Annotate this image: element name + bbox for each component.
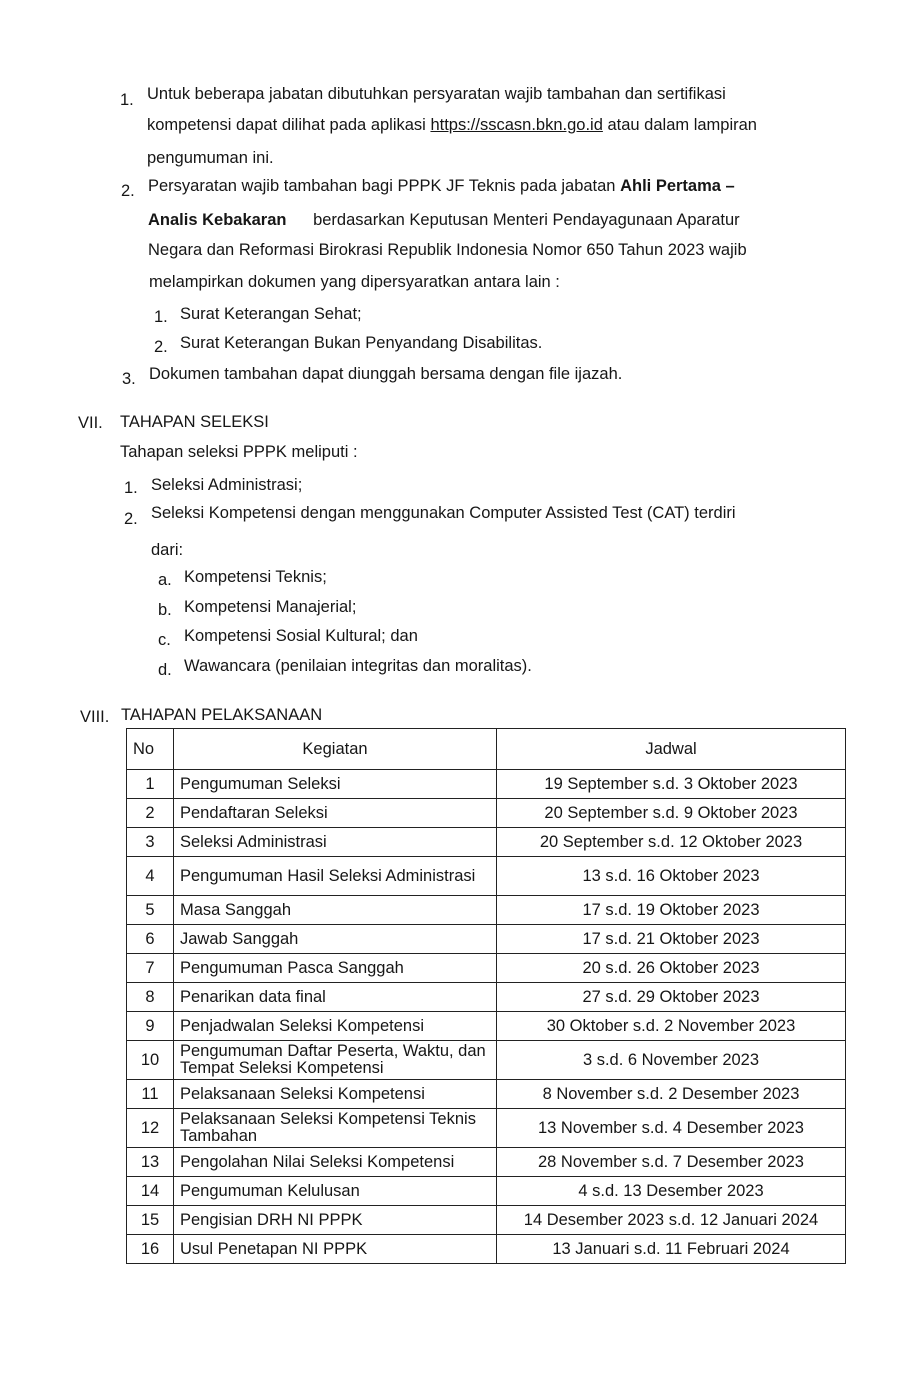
- job-title-bold-1: Ahli Pertama –: [620, 177, 735, 195]
- header-kegiatan: Kegiatan: [174, 729, 497, 770]
- table-row: [127, 1148, 846, 1177]
- cell-kegiatan: Jawab Sanggah: [174, 925, 497, 954]
- vii-sub-a-letter: a.: [158, 571, 172, 589]
- cell-kegiatan: Masa Sanggah: [174, 896, 497, 925]
- schedule-table: [126, 728, 846, 1264]
- table-row: [127, 770, 846, 799]
- section-vii-title: TAHAPAN SELEKSI: [120, 413, 269, 431]
- table-row: [127, 896, 846, 925]
- item-1-number: 1.: [120, 91, 134, 109]
- cell-kegiatan: Pengumuman Daftar Peserta, Waktu, dan Tempat Seleksi Kompetensi: [174, 1041, 497, 1080]
- cell-no: 14: [127, 1177, 174, 1206]
- vii-sub-b-letter: b.: [158, 601, 172, 619]
- vii-sub-c-text: Kompetensi Sosial Kultural; dan: [184, 627, 418, 645]
- cell-jadwal: 20 s.d. 26 Oktober 2023: [497, 954, 846, 983]
- section-viii-title: TAHAPAN PELAKSANAAN: [121, 706, 323, 724]
- cell-no: 16: [127, 1235, 174, 1264]
- header-jadwal: Jadwal: [497, 729, 846, 770]
- cell-kegiatan: Pengisian DRH NI PPPK: [174, 1206, 497, 1235]
- sscasn-link[interactable]: https://sscasn.bkn.go.id: [430, 116, 603, 134]
- cell-jadwal: 13 November s.d. 4 Desember 2023: [497, 1109, 846, 1148]
- item-3-number: 3.: [122, 370, 136, 388]
- cell-no: 12: [127, 1109, 174, 1148]
- cell-no: 4: [127, 857, 174, 896]
- cell-no: 10: [127, 1041, 174, 1080]
- cell-jadwal: 17 s.d. 19 Oktober 2023: [497, 896, 846, 925]
- table-row: [127, 1206, 846, 1235]
- cell-jadwal: 8 November s.d. 2 Desember 2023: [497, 1080, 846, 1109]
- cell-jadwal: 20 September s.d. 12 Oktober 2023: [497, 828, 846, 857]
- item-3-text: Dokumen tambahan dapat diunggah bersama dengan file ijazah.: [149, 365, 623, 383]
- table-row: [127, 857, 846, 896]
- section-vii-numeral: VII.: [78, 414, 103, 432]
- cell-kegiatan: Pengolahan Nilai Seleksi Kompetensi: [174, 1148, 497, 1177]
- table-row: [127, 925, 846, 954]
- item-1-line-2: [147, 115, 757, 135]
- item-2-sub-1-number: 1.: [154, 308, 168, 326]
- item-2-line-2: [148, 210, 813, 230]
- table-row: [127, 1177, 846, 1206]
- table-row: [127, 799, 846, 828]
- item-2-line-1: [148, 176, 735, 196]
- cell-jadwal: 13 s.d. 16 Oktober 2023: [497, 857, 846, 896]
- item-2-line-3: Negara dan Reformasi Birokrasi Republik Indonesia Nomor 650 Tahun 2023 wajib: [148, 241, 747, 259]
- cell-kegiatan: Pelaksanaan Seleksi Kompetensi: [174, 1080, 497, 1109]
- table-row: [127, 1012, 846, 1041]
- cell-jadwal: 3 s.d. 6 November 2023: [497, 1041, 846, 1080]
- item-1-line-1-text: Untuk beberapa jabatan dibutuhkan persyaratan wajib tambahan dan sertifikasi: [147, 85, 726, 103]
- table-row: [127, 1041, 846, 1080]
- table-header-row: [127, 729, 846, 770]
- cell-kegiatan: Pengumuman Pasca Sanggah: [174, 954, 497, 983]
- item-2-sub-2-number: 2.: [154, 338, 168, 356]
- vii-sub-d-text: Wawancara (penilaian integritas dan moralitas).: [184, 657, 532, 675]
- item-2-sub-1-text: Surat Keterangan Sehat;: [180, 305, 362, 323]
- cell-jadwal: 27 s.d. 29 Oktober 2023: [497, 983, 846, 1012]
- cell-no: 15: [127, 1206, 174, 1235]
- cell-no: 8: [127, 983, 174, 1012]
- vii-sub-a-text: Kompetensi Teknis;: [184, 568, 327, 586]
- cell-no: 13: [127, 1148, 174, 1177]
- cell-kegiatan: Pelaksanaan Seleksi Kompetensi Teknis Tambahan: [174, 1109, 497, 1148]
- cell-kegiatan: Penjadwalan Seleksi Kompetensi: [174, 1012, 497, 1041]
- cell-no: 7: [127, 954, 174, 983]
- table-row: [127, 1080, 846, 1109]
- section-vii-intro: Tahapan seleksi PPPK meliputi :: [120, 443, 358, 461]
- table-row: [127, 1235, 846, 1264]
- vii-sub-c-letter: c.: [158, 631, 171, 649]
- table-row: [127, 1109, 846, 1148]
- cell-no: 6: [127, 925, 174, 954]
- item-1-line-2-after: atau dalam lampiran: [607, 116, 757, 134]
- item-2-number: 2.: [121, 182, 135, 200]
- cell-jadwal: 4 s.d. 13 Desember 2023: [497, 1177, 846, 1206]
- cell-jadwal: 20 September s.d. 9 Oktober 2023: [497, 799, 846, 828]
- table-row: [127, 828, 846, 857]
- cell-kegiatan: Pengumuman Kelulusan: [174, 1177, 497, 1206]
- cell-jadwal: 30 Oktober s.d. 2 November 2023: [497, 1012, 846, 1041]
- vii-item-2-line-2: dari:: [151, 541, 184, 559]
- cell-jadwal: 19 September s.d. 3 Oktober 2023: [497, 770, 846, 799]
- item-2-line-4: melampirkan dokumen yang dipersyaratkan antara lain :: [149, 273, 560, 291]
- cell-no: 1: [127, 770, 174, 799]
- table-body: [127, 770, 846, 1264]
- table-row: [127, 983, 846, 1012]
- item-1-line-3: pengumuman ini.: [147, 149, 274, 167]
- cell-kegiatan: Pengumuman Seleksi: [174, 770, 497, 799]
- vii-item-1-number: 1.: [124, 479, 138, 497]
- cell-jadwal: 17 s.d. 21 Oktober 2023: [497, 925, 846, 954]
- cell-no: 9: [127, 1012, 174, 1041]
- cell-no: 2: [127, 799, 174, 828]
- cell-kegiatan: Seleksi Administrasi: [174, 828, 497, 857]
- cell-kegiatan: Pengumuman Hasil Seleksi Administrasi: [174, 857, 497, 896]
- job-title-bold-2: Analis Kebakaran: [148, 211, 287, 229]
- table-row: [127, 954, 846, 983]
- vii-sub-b-text: Kompetensi Manajerial;: [184, 598, 357, 616]
- header-no: No: [127, 729, 174, 770]
- cell-no: 5: [127, 896, 174, 925]
- cell-kegiatan: Usul Penetapan NI PPPK: [174, 1235, 497, 1264]
- vii-item-2-line-1: Seleksi Kompetensi dengan menggunakan Computer Assisted Test (CAT) terdiri: [151, 504, 736, 522]
- section-viii-numeral: VIII.: [80, 708, 110, 726]
- item-2-sub-2-text: Surat Keterangan Bukan Penyandang Disabilitas.: [180, 334, 543, 352]
- vii-item-2-number: 2.: [124, 510, 138, 528]
- cell-kegiatan: Penarikan data final: [174, 983, 497, 1012]
- item-2-line-1-text: Persyaratan wajib tambahan bagi PPPK JF Teknis pada jabatan: [148, 177, 616, 195]
- cell-no: 11: [127, 1080, 174, 1109]
- cell-no: 3: [127, 828, 174, 857]
- item-1-line-1: [147, 84, 812, 104]
- cell-jadwal: 28 November s.d. 7 Desember 2023: [497, 1148, 846, 1177]
- item-2-line-2-text: berdasarkan Keputusan Menteri Pendayagunaan Aparatur: [313, 211, 740, 229]
- vii-sub-d-letter: d.: [158, 661, 172, 679]
- cell-kegiatan: Pendaftaran Seleksi: [174, 799, 497, 828]
- vii-item-1-text: Seleksi Administrasi;: [151, 476, 303, 494]
- cell-jadwal: 13 Januari s.d. 11 Februari 2024: [497, 1235, 846, 1264]
- item-1-line-2-text: kompetensi dapat dilihat pada aplikasi: [147, 116, 426, 134]
- cell-jadwal: 14 Desember 2023 s.d. 12 Januari 2024: [497, 1206, 846, 1235]
